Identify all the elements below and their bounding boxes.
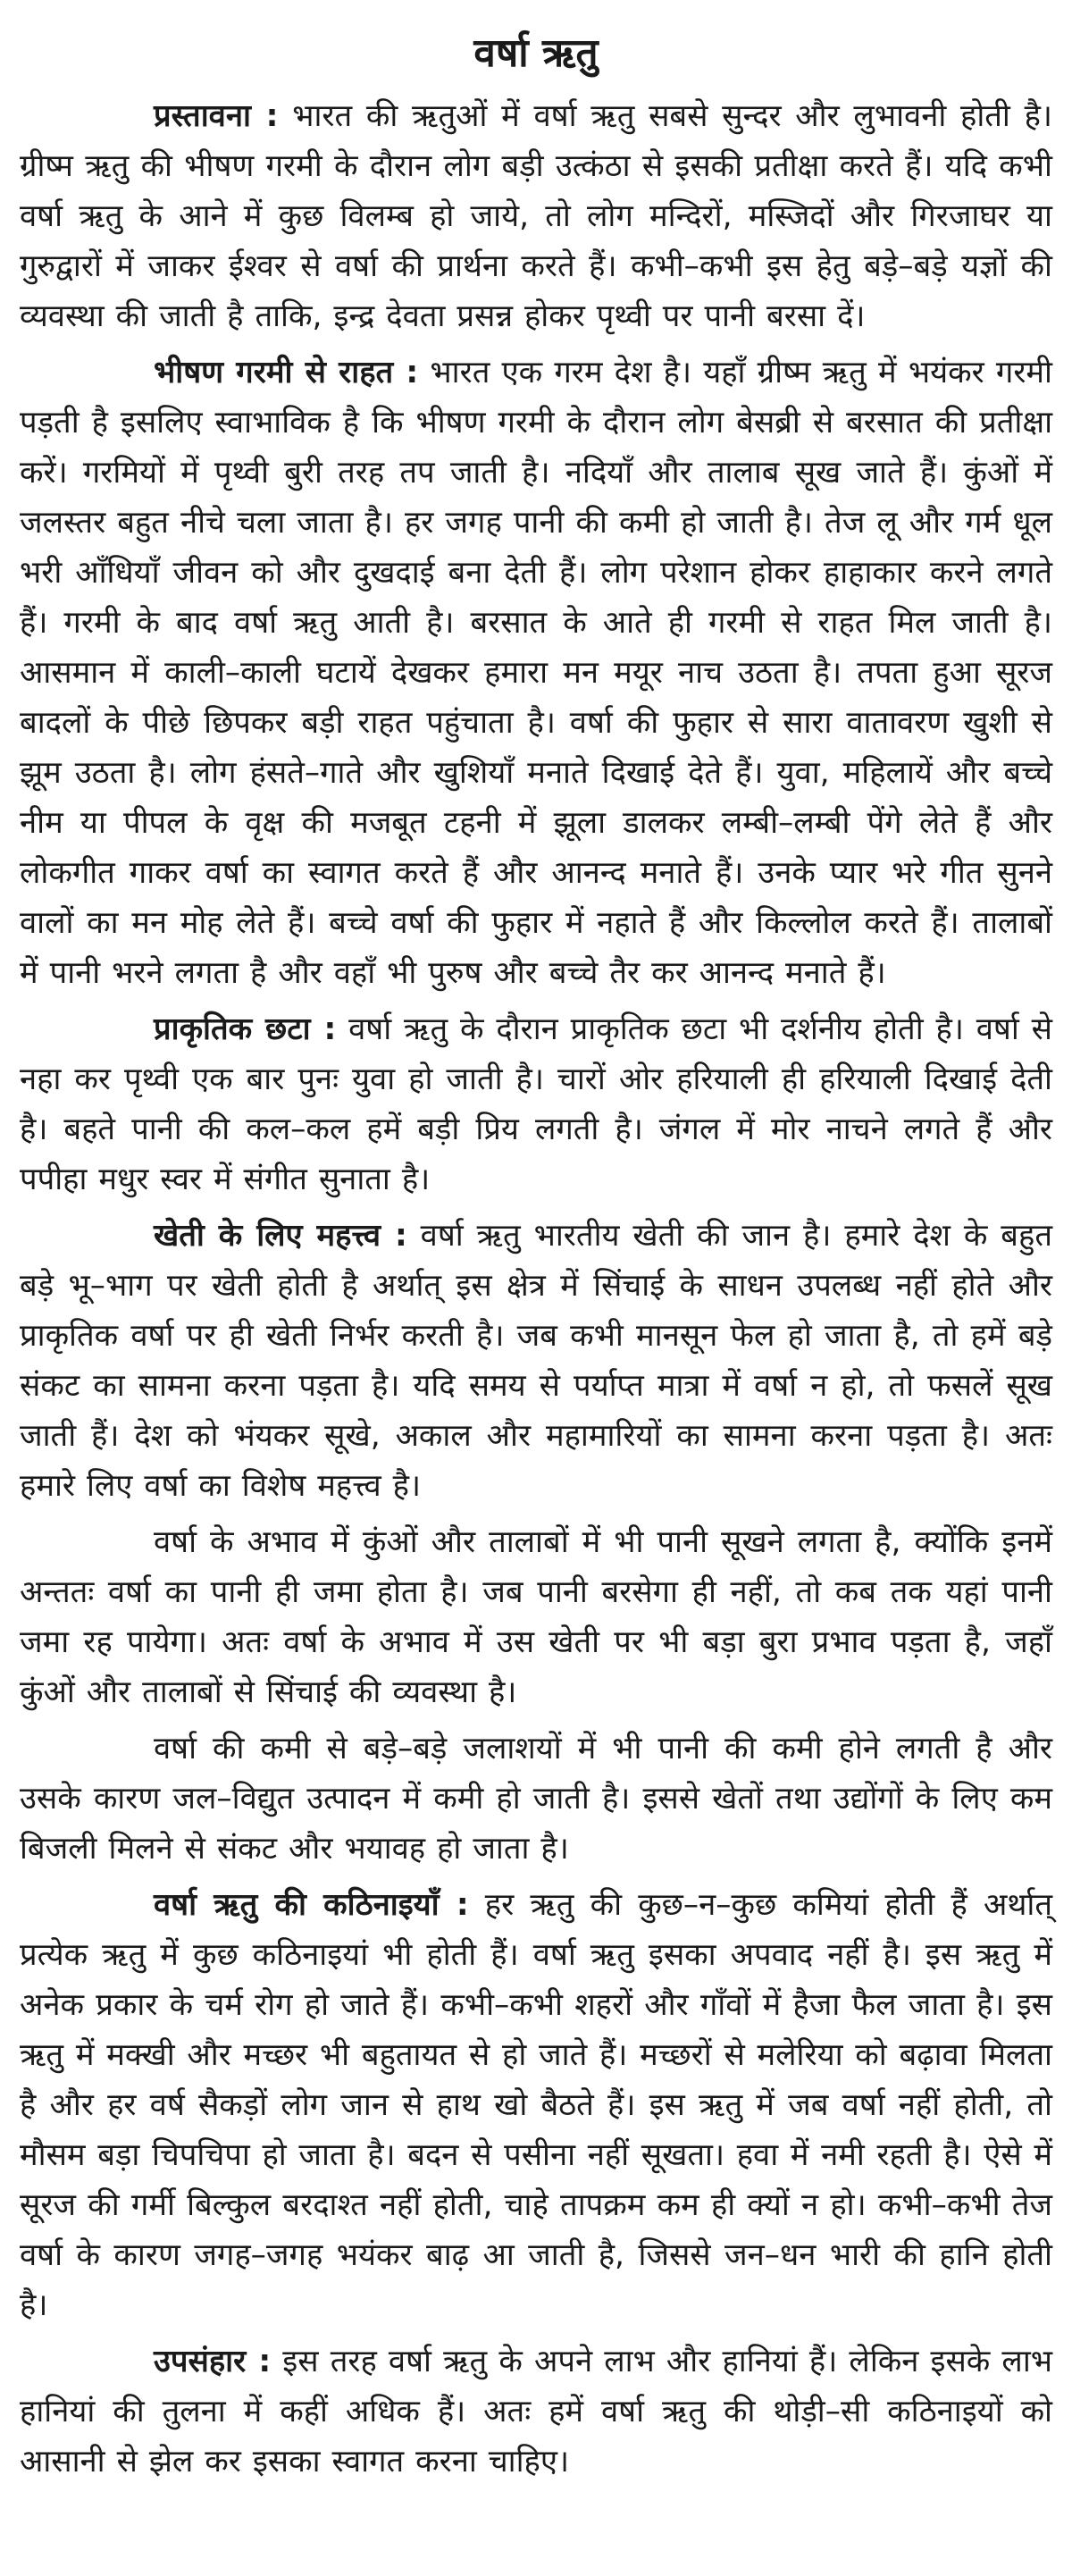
paragraph-text: भारत की ऋतुओं में वर्षा ऋतु सबसे सुन्दर और लुभावनी होती है। ग्रीष्म ऋतु की भीषण गरमी के दौरान लोग बड़ी उत्कंठा से इसकी प्रतीक्षा करते हैं। यदि कभी वर्षा ऋतु के आने में कुछ विलम्ब हो जाये, तो लोग मन्दिरों, मस्जिदों और गिरजाघर या गुरुद्वारों में जाकर ईश्वर से वर्षा की प्रार्थना करते हैं। कभी–कभी इस हेतु बड़े–बड़े यज्ञों की व्यवस्था की जाती है ताकि, इन्द्र देवता प्रसन्न होकर पृथ्वी पर पानी बरसा दें। xyxy=(20,98,1052,334)
paragraph-conclusion xyxy=(20,2337,1052,2487)
paragraph-heat-relief xyxy=(20,348,1052,998)
paragraph-text: वर्षा की कमी से बड़े–बड़े जलाशयों में भी पानी की कमी होने लगती है और उसके कारण जल–विद्युत उत्पादन में कमी हो जाती है। इससे खेतों तथा उद्योंगों के लिए कम बिजली मिलने से संकट और भयावह हो जाता है। xyxy=(20,1731,1052,1867)
paragraph-heading: वर्षा ऋतु की कठिनाइयाँ : xyxy=(154,1887,469,1923)
paragraph-text: वर्षा ऋतु भारतीय खेती की जान है। हमारे देश के बहुत बड़े भू–भाग पर खेती होती है अर्थात् इस क्षेत्र में सिंचाई के साधन उपलब्ध नहीं होते और प्राकृतिक वर्षा पर ही खेती निर्भर करती है। जब कभी मानसून फेल हो जाता है, तो हमें बड़े संकट का सामना करना पड़ता है। यदि समय से पर्याप्त मात्रा में वर्षा न हो, तो फसलें सूख जाती हैं। देश को भंयकर सूखे, अकाल और महामारियों का सामना करना पड़ता है। अतः हमारे लिए वर्षा का विशेष महत्त्व है। xyxy=(20,1218,1053,1504)
paragraph-heading: उपसंहार : xyxy=(154,2344,272,2379)
paragraph-text: वर्षा ऋतु के दौरान प्राकृतिक छटा भी दर्शनीय होती है। वर्षा से नहा कर पृथ्वी एक बार पुनः युवा हो जाती है। चारों ओर हरियाली ही हरियाली दिखाई देती है। बहते पानी की कल–कल हमें बड़ी प्रिय लगती है। जंगल में मोर नाचने लगते हैं और पपीहा मधुर स्वर में संगीत सुनाता है। xyxy=(20,1011,1052,1197)
paragraph-text: भारत एक गरम देश है। यहाँ ग्रीष्म ऋतु में भयंकर गरमी पड़ती है इसलिए स्वाभाविक है कि भीषण गरमी के दौरान लोग बेसब्री से बरसात की प्रतीक्षा करें। गरमियों में पृथ्वी बुरी तरह तप जाती है। नदियाँ और तालाब सूख जाते हैं। कुंओं में जलस्तर बहुत नीचे चला जाता है। हर जगह पानी की कमी हो जाती है। तेज लू और गर्म धूल भरी आँधियाँ जीवन को और दुखदाई बना देती हैं। लोग परेशान होकर हाहाकार करने लगते हैं। गरमी के बाद वर्षा ऋतु आती है। बरसात के आते ही गरमी से राहत मिल जाती है। आसमान में काली–काली घटायें देखकर हमारा मन मयूर नाच उठता है। तपता हुआ सूरज बादलों के पीछे छिपकर बड़ी राहत पहुंचाता है। वर्षा की फुहार से सारा वातावरण खुशी से झूम उठता है। लोग हंसते–गाते और खुशियाँ मनाते दिखाई देते हैं। युवा, महिलायें और बच्चे नीम या पीपल के वृक्ष की मजबूत टहनी में झूला डालकर लम्बी–लम्बी पेंगे लेते हैं और लोकगीत गाकर वर्षा का स्वागत करते हैं और आनन्द मनाते हैं। उनके प्यार भरे गीत सुनने वालों का मन मोह लेते हैं। बच्चे वर्षा की फुहार में नहाते हैं और किल्लोल करते हैं। तालाबों में पानी भरने लगता है और वहाँ भी पुरुष और बच्चे तैर कर आनन्द मनाते हैं। xyxy=(20,355,1052,991)
paragraph-text: इस तरह वर्षा ऋतु के अपने लाभ और हानियां हैं। लेकिन इसके लाभ हानियां की तुलना में कहीं अधिक हैं। अतः हमें वर्षा ऋतु की थोड़ी–सी कठिनाइयों को आसानी से झेल कर इसका स्वागत करना चाहिए। xyxy=(20,2344,1053,2480)
paragraph-heading: प्राकृतिक छटा : xyxy=(154,1011,337,1047)
paragraph-heading: प्रस्तावना : xyxy=(154,98,279,134)
paragraph-text: हर ऋतु की कुछ–न–कुछ कमियां होती हैं अर्थात् प्रत्येक ऋतु में कुछ कठिनाइयां भी होती हैं। वर्षा ऋतु इसका अपवाद नहीं है। इस ऋतु में अनेक प्रकार के चर्म रोग हो जाते हैं। कभी–कभी शहरों और गाँवों में हैजा फैल जाता है। इस ऋतु में मक्खी और मच्छर भी बहुतायत से हो जाते हैं। मच्छरों से मलेरिया को बढ़ावा मिलता है और हर वर्ष सैकड़ों लोग जान से हाथ खो बैठते हैं। इस ऋतु में जब वर्षा नहीं होती, तो मौसम बड़ा चिपचिपा हो जाता है। बदन से पसीना नहीं सूखता। हवा में नमी रहती है। ऐसे में सूरज की गर्मी बिल्कुल बरदाश्त नहीं होती, चाहे तापक्रम कम ही क्यों न हो। कभी–कभी तेज वर्षा के कारण जगह–जगह भयंकर बाढ़ आ जाती है, जिससे जन–धन भारी की हानि होती है। xyxy=(20,1887,1052,2323)
paragraph-text: वर्षा के अभाव में कुंओं और तालाबों में भी पानी सूखने लगता है, क्योंकि इनमें अन्ततः वर्षा का पानी ही जमा होता है। जब पानी बरसेगा ही नहीं, तो कब तक यहां पानी जमा रह पायेगा। अतः वर्षा के अभाव में उस खेती पर भी बड़ा बुरा प्रभाव पड़ता है, जहाँ कुंओं और तालाबों से सिंचाई की व्यवस्था है। xyxy=(20,1524,1052,1710)
paragraph-difficulties xyxy=(20,1880,1052,2330)
paragraph-introduction xyxy=(20,91,1052,341)
paragraph-heading: खेती के लिए महत्त्व : xyxy=(154,1218,407,1254)
paragraph-farming-importance xyxy=(20,1211,1052,1511)
paragraph-natural-beauty xyxy=(20,1004,1052,1204)
paragraph-heading: भीषण गरमी से राहत : xyxy=(154,355,419,390)
essay-title: वर्षा ऋतु xyxy=(473,30,599,76)
paragraph-hydro-power xyxy=(20,1724,1052,1874)
paragraph-wells-ponds xyxy=(20,1517,1052,1717)
